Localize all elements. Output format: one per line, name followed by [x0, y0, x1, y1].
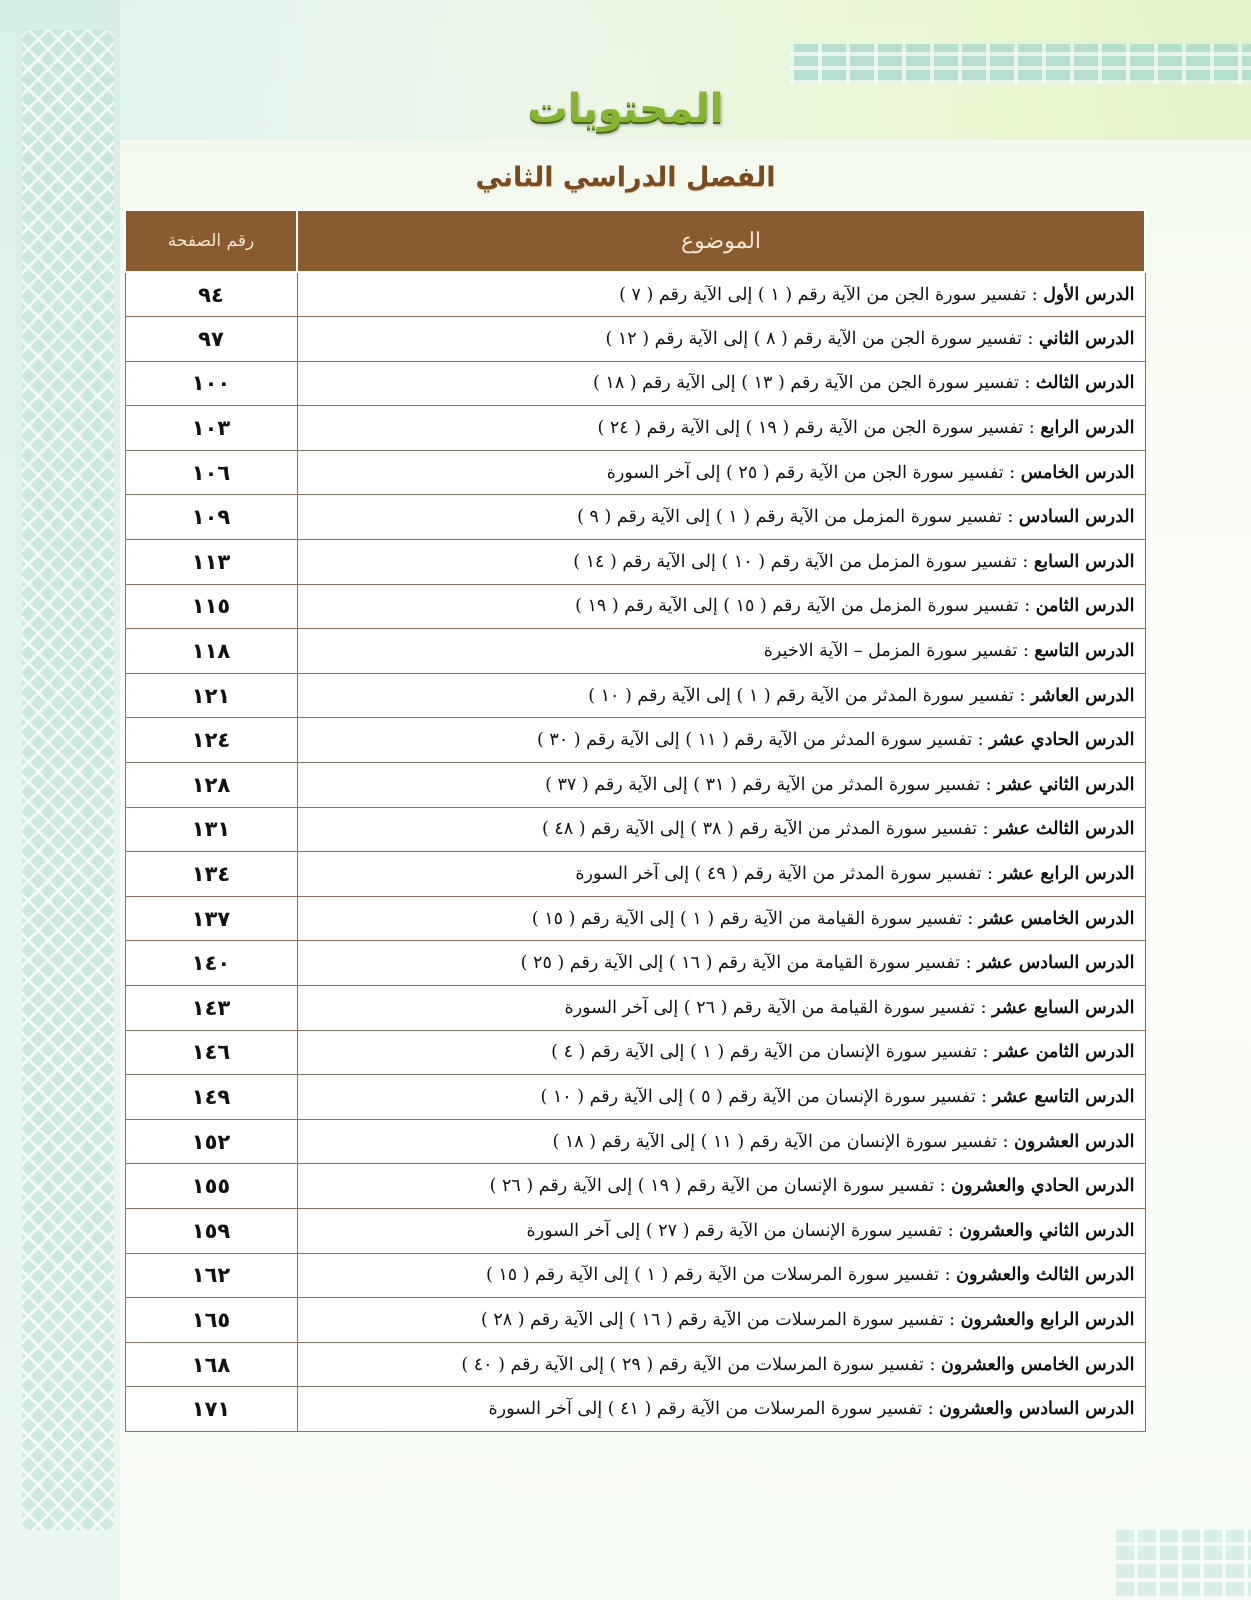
- topic-cell: الدرس السادس : تفسير سورة المزمل من الآية رقم ( ١ ) إلى الآية رقم ( ٩ ): [297, 495, 1145, 540]
- page-number-cell: ١٤٠: [125, 941, 297, 986]
- page-number-cell: ٩٤: [125, 272, 297, 317]
- page-number-cell: ١١٨: [125, 629, 297, 674]
- topic-cell: الدرس السادس عشر : تفسير سورة القيامة من الآية رقم ( ١٦ ) إلى الآية رقم ( ٢٥ ): [297, 941, 1145, 986]
- topic-cell: الدرس الرابع عشر : تفسير سورة المدثر من الآية رقم ( ٤٩ ) إلى آخر السورة: [297, 852, 1145, 897]
- table-row: [125, 361, 1145, 406]
- lesson-description: تفسير سورة الجن من الآية رقم ( ٨ ) إلى الآية رقم ( ١٢ ): [605, 328, 1022, 349]
- lesson-description: تفسير سورة المرسلات من الآية رقم ( ٤١ ) إلى آخر السورة: [488, 1399, 923, 1420]
- lesson-name: الدرس العاشر: [1030, 685, 1135, 706]
- table-row: [125, 986, 1145, 1031]
- lesson-description: تفسير سورة المدثر من الآية رقم ( ١ ) إلى الآية رقم ( ١٠ ): [588, 685, 1014, 706]
- topic-cell: الدرس الثامن عشر : تفسير سورة الإنسان من الآية رقم ( ١ ) إلى الآية رقم ( ٤ ): [297, 1030, 1145, 1075]
- page-number-cell: ١٧١: [125, 1387, 297, 1432]
- lesson-description: تفسير سورة الإنسان من الآية رقم ( ٥ ) إلى الآية رقم ( ١٠ ): [540, 1086, 976, 1107]
- page-number-cell: ١١٥: [125, 584, 297, 629]
- topic-cell: الدرس التاسع : تفسير سورة المزمل – الآية الاخيرة: [297, 629, 1145, 674]
- page-number-cell: ١٢١: [125, 673, 297, 718]
- topic-cell: الدرس الرابع : تفسير سورة الجن من الآية رقم ( ١٩ ) إلى الآية رقم ( ٢٤ ): [297, 406, 1145, 451]
- table-row: [125, 272, 1145, 317]
- page-number-cell: ١٣٤: [125, 852, 297, 897]
- lesson-name: الدرس التاسع: [1034, 641, 1135, 662]
- page-number-cell: ٩٧: [125, 317, 297, 362]
- lesson-name: الدرس الثالث عشر: [994, 819, 1135, 840]
- table-row: [125, 1208, 1145, 1253]
- page-number-cell: ١٦٢: [125, 1253, 297, 1298]
- page-number-cell: ١٠٠: [125, 361, 297, 406]
- lesson-description: تفسير سورة الإنسان من الآية رقم ( ١٩ ) إلى الآية رقم ( ٢٦ ): [489, 1176, 935, 1197]
- lesson-description: تفسير سورة الجن من الآية رقم ( ١٩ ) إلى الآية رقم ( ٢٤ ): [597, 418, 1024, 439]
- lesson-description: تفسير سورة المدثر من الآية رقم ( ٣٨ ) إلى الآية رقم ( ٤٨ ): [542, 819, 978, 840]
- lesson-description: تفسير سورة المدثر من الآية رقم ( ٣١ ) إلى الآية رقم ( ٣٧ ): [545, 774, 981, 795]
- table-row: [125, 1298, 1145, 1343]
- lesson-description: تفسير سورة المزمل من الآية رقم ( ١٠ ) إلى الآية رقم ( ١٤ ): [573, 551, 1017, 572]
- table-row: [125, 584, 1145, 629]
- lesson-name: الدرس الثامن عشر: [993, 1042, 1135, 1063]
- lesson-name: الدرس الثاني: [1038, 328, 1135, 349]
- topic-cell: الدرس الحادي عشر : تفسير سورة المدثر من الآية رقم ( ١١ ) إلى الآية رقم ( ٣٠ ): [297, 718, 1145, 763]
- table-row: [125, 1253, 1145, 1298]
- table-row: [125, 673, 1145, 718]
- top-ornament-band: [790, 44, 1251, 84]
- topic-cell: الدرس السابع عشر : تفسير سورة القيامة من الآية رقم ( ٢٦ ) إلى آخر السورة: [297, 986, 1145, 1031]
- topic-cell: الدرس الثالث عشر : تفسير سورة المدثر من الآية رقم ( ٣٨ ) إلى الآية رقم ( ٤٨ ): [297, 807, 1145, 852]
- lesson-name: الدرس الحادي عشر: [989, 730, 1135, 751]
- table-row: [125, 1164, 1145, 1209]
- lesson-description: تفسير سورة الإنسان من الآية رقم ( ١ ) إلى الآية رقم ( ٤ ): [551, 1042, 977, 1063]
- lesson-name: الدرس الرابع عشر: [998, 864, 1135, 885]
- page-number-cell: ١٢٤: [125, 718, 297, 763]
- lesson-description: تفسير سورة القيامة من الآية رقم ( ١ ) إلى الآية رقم ( ١٥ ): [531, 908, 962, 929]
- lesson-name: الدرس الثاني والعشرون: [959, 1220, 1135, 1241]
- header-page-number: رقم الصفحة: [125, 210, 297, 272]
- table-row: [125, 1030, 1145, 1075]
- left-ornament-strip: [22, 30, 114, 1530]
- lesson-name: الدرس العشرون: [1014, 1131, 1135, 1152]
- topic-cell: الدرس الخامس عشر : تفسير سورة القيامة من الآية رقم ( ١ ) إلى الآية رقم ( ١٥ ): [297, 896, 1145, 941]
- contents-table: [124, 209, 1146, 1432]
- topic-cell: الدرس الثاني والعشرون : تفسير سورة الإنسان من الآية رقم ( ٢٧ ) إلى آخر السورة: [297, 1208, 1145, 1253]
- topic-cell: الدرس العاشر : تفسير سورة المدثر من الآية رقم ( ١ ) إلى الآية رقم ( ١٠ ): [297, 673, 1145, 718]
- lesson-name: الدرس الخامس: [1020, 462, 1135, 483]
- lesson-description: تفسير سورة المزمل – الآية الاخيرة: [763, 641, 1018, 662]
- topic-cell: الدرس التاسع عشر : تفسير سورة الإنسان من الآية رقم ( ٥ ) إلى الآية رقم ( ١٠ ): [297, 1075, 1145, 1120]
- table-row: [125, 896, 1145, 941]
- lesson-name: الدرس السادس: [1018, 507, 1135, 528]
- lesson-name: الدرس السادس والعشرون: [939, 1399, 1135, 1420]
- lesson-name: الدرس التاسع عشر: [992, 1086, 1135, 1107]
- topic-cell: الدرس العشرون : تفسير سورة الإنسان من الآية رقم ( ١١ ) إلى الآية رقم ( ١٨ ): [297, 1119, 1145, 1164]
- table-row: [125, 807, 1145, 852]
- lesson-name: الدرس الثالث والعشرون: [956, 1265, 1135, 1286]
- table-row: [125, 852, 1145, 897]
- corner-ornament: [1112, 1530, 1251, 1600]
- topic-cell: الدرس الثامن : تفسير سورة المزمل من الآية رقم ( ١٥ ) إلى الآية رقم ( ١٩ ): [297, 584, 1145, 629]
- topic-cell: الدرس الثالث والعشرون : تفسير سورة المرسلات من الآية رقم ( ١ ) إلى الآية رقم ( ١٥ ): [297, 1253, 1145, 1298]
- lesson-name: الدرس الثامن: [1035, 596, 1135, 617]
- topic-cell: الدرس الثاني : تفسير سورة الجن من الآية رقم ( ٨ ) إلى الآية رقم ( ١٢ ): [297, 317, 1145, 362]
- lesson-description: تفسير سورة المرسلات من الآية رقم ( ١ ) إلى الآية رقم ( ١٥ ): [485, 1265, 940, 1286]
- lesson-description: تفسير سورة القيامة من الآية رقم ( ١٦ ) إلى الآية رقم ( ٢٥ ): [520, 953, 961, 974]
- contents-table-body: [125, 272, 1145, 1431]
- page-number-cell: ١٠٦: [125, 450, 297, 495]
- page-number-cell: ١١٣: [125, 540, 297, 585]
- table-row: [125, 406, 1145, 451]
- lesson-name: الدرس الأول: [1043, 284, 1135, 305]
- table-row: [125, 718, 1145, 763]
- page-number-cell: ١٥٩: [125, 1208, 297, 1253]
- lesson-name: الدرس الثاني عشر: [997, 774, 1135, 795]
- lesson-description: تفسير سورة الجن من الآية رقم ( ١ ) إلى الآية رقم ( ٧ ): [619, 284, 1027, 305]
- topic-cell: الدرس الثاني عشر : تفسير سورة المدثر من الآية رقم ( ٣١ ) إلى الآية رقم ( ٣٧ ): [297, 763, 1145, 808]
- page-number-cell: ١٥٢: [125, 1119, 297, 1164]
- page-number-cell: ١٣١: [125, 807, 297, 852]
- topic-cell: الدرس الأول : تفسير سورة الجن من الآية رقم ( ١ ) إلى الآية رقم ( ٧ ): [297, 272, 1145, 317]
- page-number-cell: ١٤٩: [125, 1075, 297, 1120]
- lesson-name: الدرس السابع: [1033, 551, 1135, 572]
- lesson-description: تفسير سورة القيامة من الآية رقم ( ٢٦ ) إلى آخر السورة: [564, 997, 976, 1018]
- table-row: [125, 450, 1145, 495]
- lesson-name: الدرس الحادي والعشرون: [951, 1176, 1135, 1197]
- page-number-cell: ١٤٣: [125, 986, 297, 1031]
- table-row: [125, 629, 1145, 674]
- table-row: [125, 1075, 1145, 1120]
- lesson-name: الدرس الرابع: [1040, 418, 1135, 439]
- topic-cell: الدرس الخامس والعشرون : تفسير سورة المرسلات من الآية رقم ( ٢٩ ) إلى الآية رقم ( ٤٠ ): [297, 1342, 1145, 1387]
- lesson-name: الدرس السادس عشر: [977, 953, 1135, 974]
- lesson-name: الدرس الخامس والعشرون: [940, 1354, 1135, 1375]
- table-header-row: [125, 210, 1145, 272]
- lesson-name: الدرس الخامس عشر: [978, 908, 1135, 929]
- page-number-cell: ١٥٥: [125, 1164, 297, 1209]
- page-number-cell: ١٢٨: [125, 763, 297, 808]
- lesson-description: تفسير سورة المدثر من الآية رقم ( ٤٩ ) إلى آخر السورة: [575, 864, 982, 885]
- lesson-description: تفسير سورة الجن من الآية رقم ( ١٣ ) إلى الآية رقم ( ١٨ ): [593, 373, 1019, 394]
- lesson-name: الدرس الثالث: [1035, 373, 1135, 394]
- table-row: [125, 1342, 1145, 1387]
- lesson-name: الدرس السابع عشر: [992, 997, 1135, 1018]
- lesson-description: تفسير سورة الجن من الآية رقم ( ٢٥ ) إلى آخر السورة: [606, 462, 1004, 483]
- page-number-cell: ١٦٥: [125, 1298, 297, 1343]
- lesson-description: تفسير سورة المزمل من الآية رقم ( ١ ) إلى الآية رقم ( ٩ ): [577, 507, 1002, 528]
- table-row: [125, 1387, 1145, 1432]
- table-row: [125, 941, 1145, 986]
- header-topic: الموضوع: [297, 210, 1145, 272]
- semester-subtitle: الفصل الدراسي الثاني: [475, 162, 776, 193]
- page-number-cell: ١٦٨: [125, 1342, 297, 1387]
- lesson-description: تفسير سورة المرسلات من الآية رقم ( ١٦ ) إلى الآية رقم ( ٢٨ ): [480, 1309, 944, 1330]
- lesson-description: تفسير سورة المزمل من الآية رقم ( ١٥ ) إلى الآية رقم ( ١٩ ): [575, 596, 1019, 617]
- topic-cell: الدرس الثالث : تفسير سورة الجن من الآية رقم ( ١٣ ) إلى الآية رقم ( ١٨ ): [297, 361, 1145, 406]
- page-number-cell: ١٣٧: [125, 896, 297, 941]
- table-row: [125, 540, 1145, 585]
- page-number-cell: ١٠٣: [125, 406, 297, 451]
- table-row: [125, 763, 1145, 808]
- table-row: [125, 495, 1145, 540]
- lesson-description: تفسير سورة الإنسان من الآية رقم ( ٢٧ ) إلى آخر السورة: [526, 1220, 943, 1241]
- table-row: [125, 1119, 1145, 1164]
- table-row: [125, 317, 1145, 362]
- page-number-cell: ١٠٩: [125, 495, 297, 540]
- topic-cell: الدرس الخامس : تفسير سورة الجن من الآية رقم ( ٢٥ ) إلى آخر السورة: [297, 450, 1145, 495]
- lesson-description: تفسير سورة المرسلات من الآية رقم ( ٢٩ ) إلى الآية رقم ( ٤٠ ): [461, 1354, 924, 1375]
- lesson-description: تفسير سورة المدثر من الآية رقم ( ١١ ) إلى الآية رقم ( ٣٠ ): [537, 730, 973, 751]
- topic-cell: الدرس الرابع والعشرون : تفسير سورة المرسلات من الآية رقم ( ١٦ ) إلى الآية رقم ( ٢٨ ): [297, 1298, 1145, 1343]
- topic-cell: الدرس السادس والعشرون : تفسير سورة المرسلات من الآية رقم ( ٤١ ) إلى آخر السورة: [297, 1387, 1145, 1432]
- topic-cell: الدرس الحادي والعشرون : تفسير سورة الإنسان من الآية رقم ( ١٩ ) إلى الآية رقم ( ٢٦ ): [297, 1164, 1145, 1209]
- topic-cell: الدرس السابع : تفسير سورة المزمل من الآية رقم ( ١٠ ) إلى الآية رقم ( ١٤ ): [297, 540, 1145, 585]
- page-number-cell: ١٤٦: [125, 1030, 297, 1075]
- page-title: المحتويات: [527, 86, 724, 132]
- lesson-description: تفسير سورة الإنسان من الآية رقم ( ١١ ) إلى الآية رقم ( ١٨ ): [552, 1131, 997, 1152]
- lesson-name: الدرس الرابع والعشرون: [960, 1309, 1135, 1330]
